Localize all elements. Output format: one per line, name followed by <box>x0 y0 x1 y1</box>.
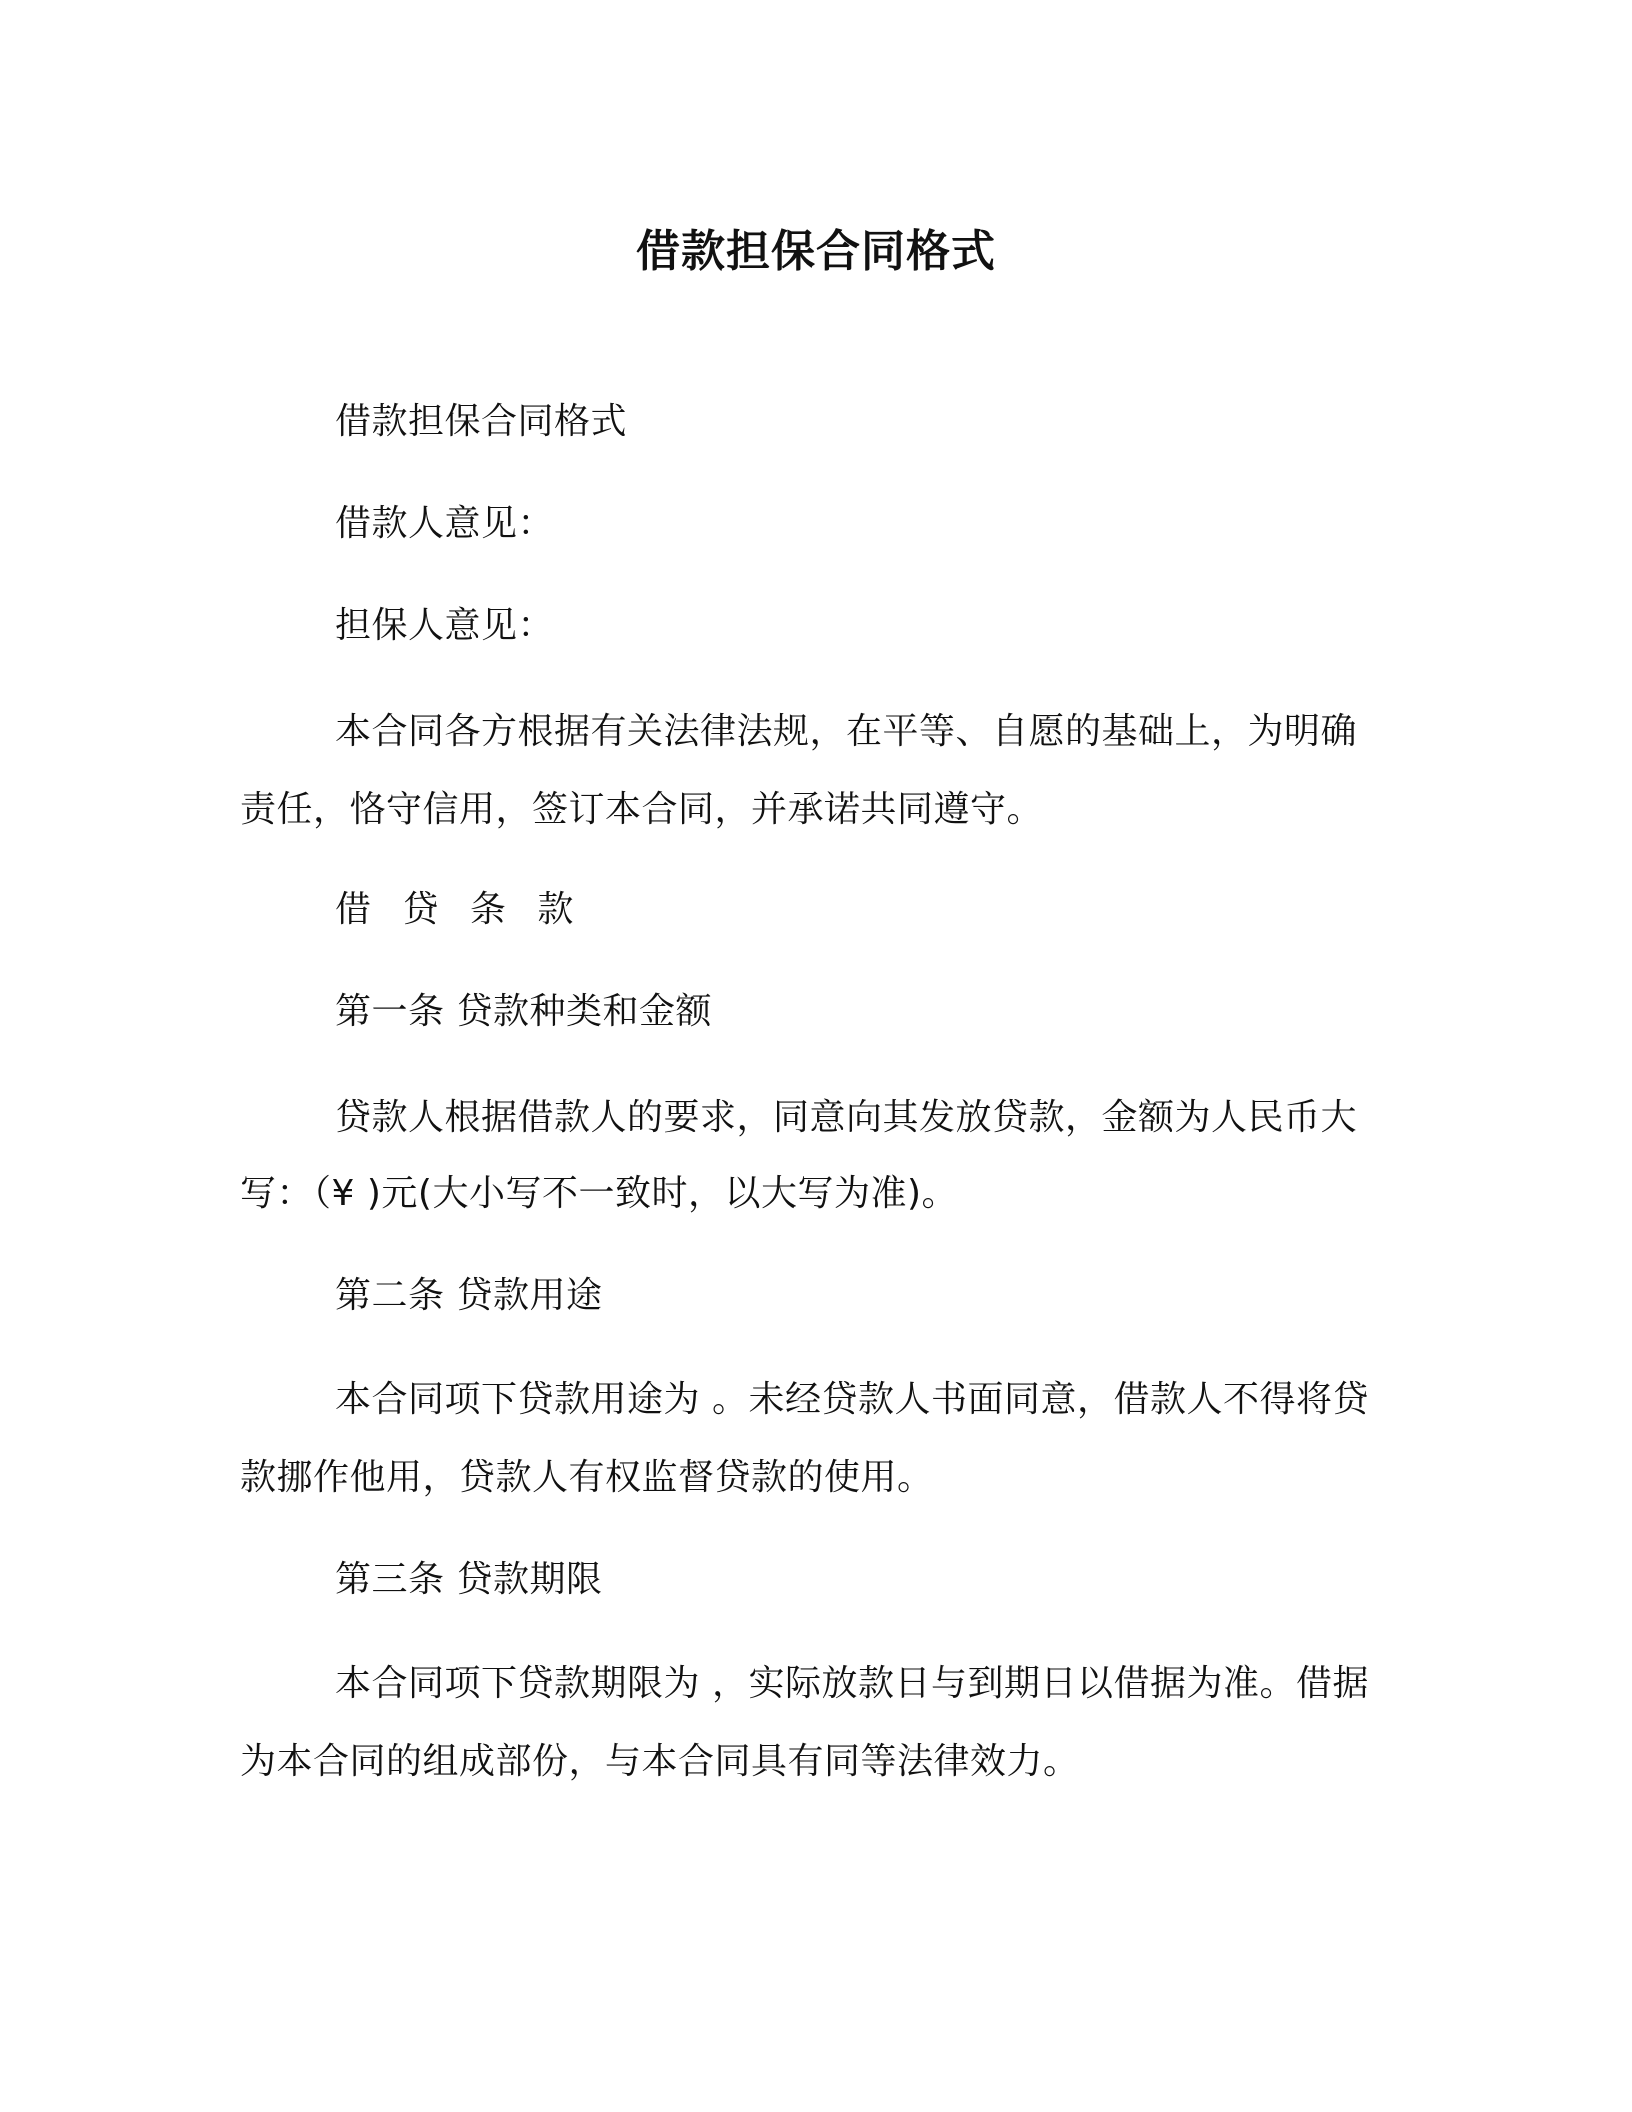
preamble-line-2: 责任，恪守信用，签订本合同，并承诺共同遵守。 <box>240 789 1044 830</box>
article-3-heading: 第三条 贷款期限 <box>335 1559 603 1600</box>
preamble-line-1: 本合同各方根据有关法律法规，在平等、自愿的基础上，为明确 <box>335 711 1358 752</box>
article-1-heading: 第一条 贷款种类和金额 <box>335 991 712 1032</box>
article-1-text-line-1: 贷款人根据借款人的要求，同意向其发放贷款，金额为人民币大 <box>335 1097 1358 1138</box>
article-3-text-line-1: 本合同项下贷款期限为 ，实际放款日与到期日以借据为准。借据 <box>335 1663 1369 1704</box>
guarantor-opinion-label: 担保人意见： <box>335 605 555 646</box>
article-1-text-line-2: 写：（¥ )元(大小写不一致时，以大写为准)。 <box>240 1173 958 1214</box>
article-3-text-line-2: 为本合同的组成部份，与本合同具有同等法律效力。 <box>240 1741 1080 1782</box>
section-heading-loan-terms: 借 贷 条 款 <box>335 889 584 930</box>
article-2-text-line-2: 款挪作他用，贷款人有权监督贷款的使用。 <box>240 1457 934 1498</box>
document-title: 借款担保合同格式 <box>636 226 996 277</box>
article-2-heading: 第二条 贷款用途 <box>335 1275 603 1316</box>
subtitle-paragraph: 借款担保合同格式 <box>335 401 628 442</box>
borrower-opinion-label: 借款人意见： <box>335 503 555 544</box>
article-2-text-line-1: 本合同项下贷款用途为 。未经贷款人书面同意，借款人不得将贷 <box>335 1379 1369 1420</box>
